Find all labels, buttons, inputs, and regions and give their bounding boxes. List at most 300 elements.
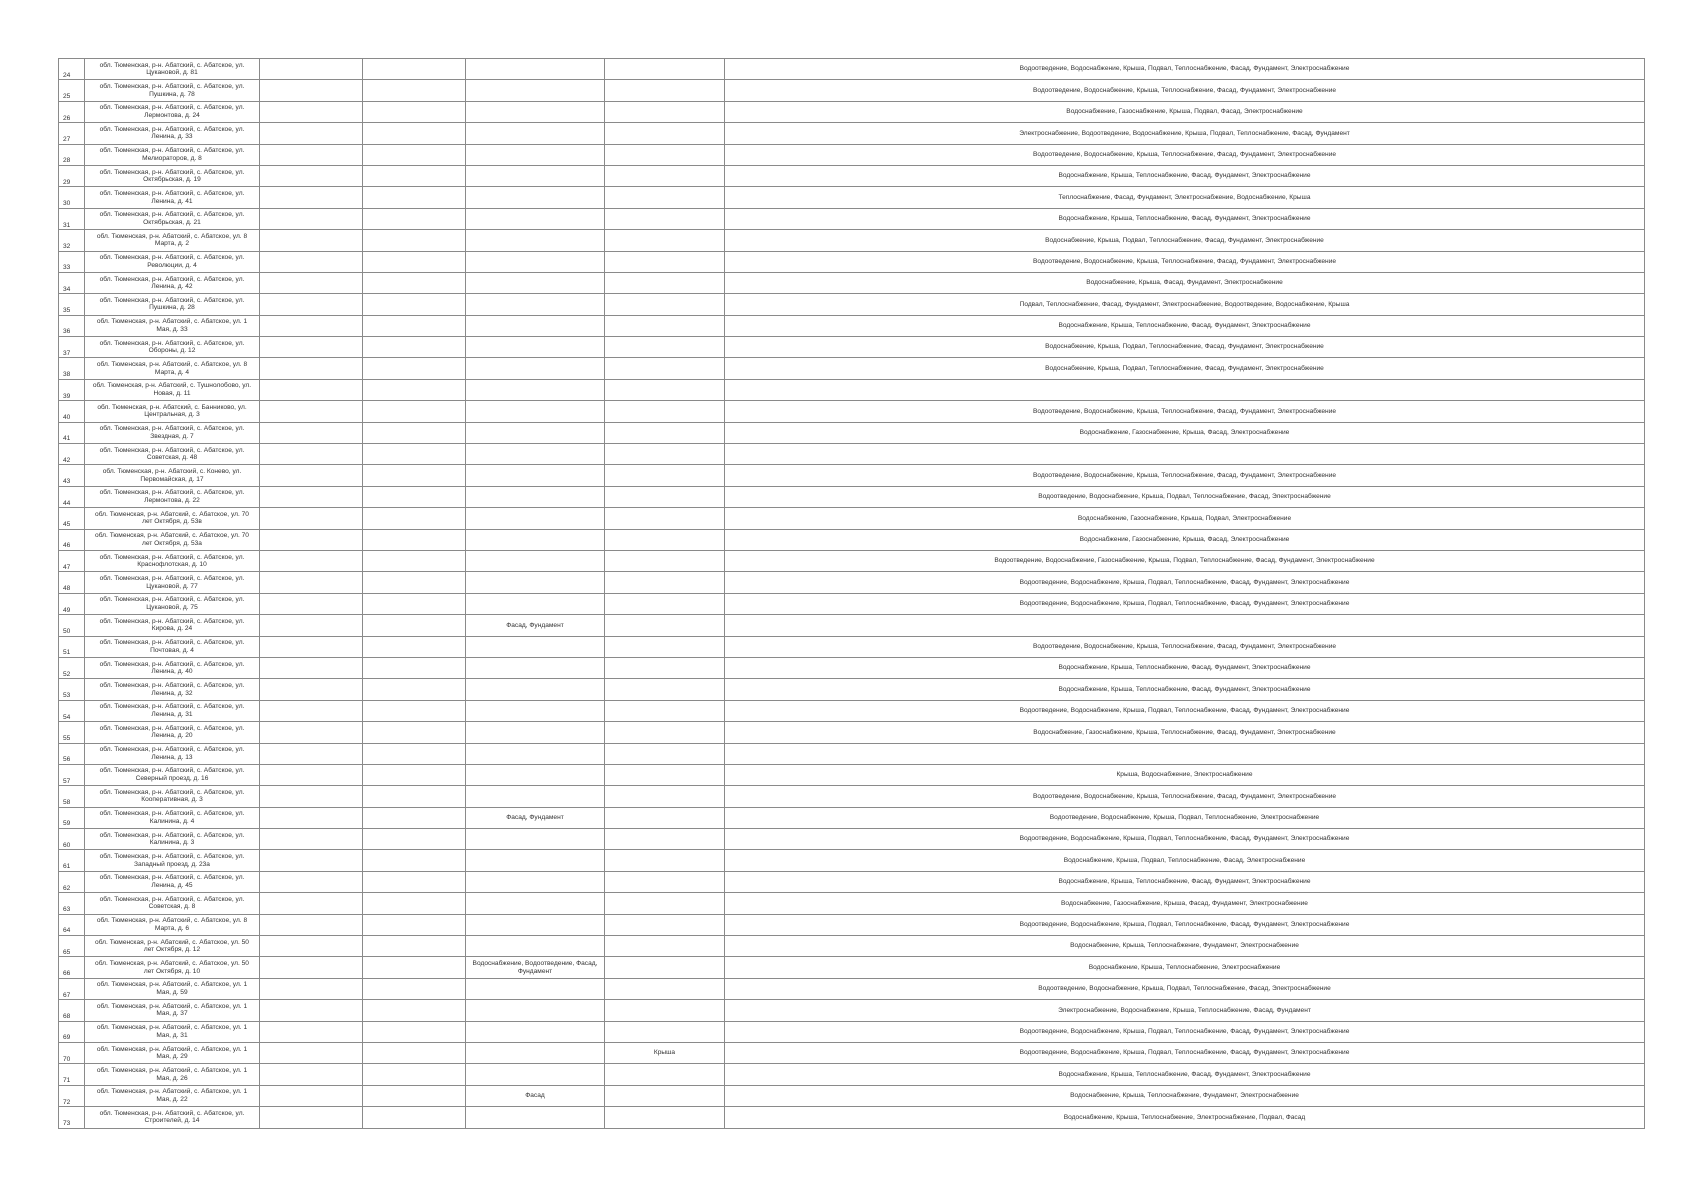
row-number-cell: 36 [59, 315, 85, 336]
column-6-cell [605, 144, 725, 165]
works-list-cell: Водоснабжение, Газоснабжение, Крыша, Фасад, Электроснабжение [725, 529, 1645, 550]
row-number-cell: 57 [59, 764, 85, 785]
column-5-cell [466, 978, 605, 999]
table-row [59, 486, 1645, 507]
table-row [59, 550, 1645, 571]
column-5-cell [466, 871, 605, 892]
column-3-cell [260, 1021, 363, 1042]
column-3-cell [260, 1042, 363, 1063]
table-row [59, 829, 1645, 850]
column-4-cell [363, 550, 466, 571]
row-number-cell: 27 [59, 123, 85, 144]
table-row [59, 764, 1645, 785]
column-6-cell [605, 508, 725, 529]
column-6-cell [605, 871, 725, 892]
column-4-cell [363, 337, 466, 358]
address-cell: обл. Тюменская, р-н. Абатский, с. Абатское, ул. Цукановой, д. 81 [85, 59, 260, 80]
column-5-cell [466, 358, 605, 379]
column-3-cell [260, 1085, 363, 1106]
address-cell: обл. Тюменская, р-н. Абатский, с. Абатское, ул. Западный проезд, д. 23а [85, 850, 260, 871]
table-row [59, 294, 1645, 315]
column-4-cell [363, 936, 466, 957]
column-5-cell [466, 1021, 605, 1042]
row-number-cell: 43 [59, 465, 85, 486]
column-5-cell [466, 123, 605, 144]
column-6-cell [605, 444, 725, 465]
column-3-cell [260, 379, 363, 400]
column-4-cell [363, 465, 466, 486]
column-3-cell [260, 422, 363, 443]
column-6-cell [605, 829, 725, 850]
column-6-cell [605, 465, 725, 486]
column-6-cell [605, 379, 725, 400]
column-3-cell [260, 230, 363, 251]
column-3-cell [260, 1000, 363, 1021]
column-3-cell [260, 550, 363, 571]
row-number-cell: 49 [59, 593, 85, 614]
column-3-cell [260, 294, 363, 315]
table-row [59, 1021, 1645, 1042]
column-3-cell [260, 315, 363, 336]
row-number-cell: 50 [59, 615, 85, 636]
column-4-cell [363, 422, 466, 443]
row-number-cell: 53 [59, 679, 85, 700]
address-cell: обл. Тюменская, р-н. Абатский, с. Абатское, ул. Кирова, д. 24 [85, 615, 260, 636]
column-3-cell [260, 893, 363, 914]
row-number-cell: 46 [59, 529, 85, 550]
column-3-cell [260, 272, 363, 293]
column-6-cell [605, 743, 725, 764]
column-6-cell [605, 850, 725, 871]
table-row [59, 144, 1645, 165]
column-5-cell: Фасад, Фундамент [466, 807, 605, 828]
works-list-cell: Водоснабжение, Крыша, Теплоснабжение, Фасад, Фундамент, Электроснабжение [725, 315, 1645, 336]
row-number-cell: 63 [59, 893, 85, 914]
table-row [59, 401, 1645, 422]
column-3-cell [260, 144, 363, 165]
row-number-cell: 64 [59, 914, 85, 935]
column-4-cell [363, 871, 466, 892]
column-4-cell [363, 978, 466, 999]
column-5-cell [466, 272, 605, 293]
row-number-cell: 30 [59, 187, 85, 208]
works-list-cell: Электроснабжение, Водоотведение, Водоснабжение, Крыша, Подвал, Теплоснабжение, Фасад, Фундамент [725, 123, 1645, 144]
column-4-cell [363, 315, 466, 336]
column-4-cell [363, 123, 466, 144]
works-list-cell: Водоснабжение, Крыша, Подвал, Теплоснабжение, Фасад, Фундамент, Электроснабжение [725, 358, 1645, 379]
column-3-cell [260, 101, 363, 122]
table-row [59, 1085, 1645, 1106]
row-number-cell: 41 [59, 422, 85, 443]
row-number-cell: 54 [59, 700, 85, 721]
column-3-cell [260, 764, 363, 785]
works-list-cell: Водоснабжение, Крыша, Теплоснабжение, Фасад, Фундамент, Электроснабжение [725, 208, 1645, 229]
column-3-cell [260, 358, 363, 379]
table-body [59, 59, 1645, 1129]
row-number-cell: 28 [59, 144, 85, 165]
works-list-cell: Водоотведение, Водоснабжение, Крыша, Подвал, Теплоснабжение, Фасад, Электроснабжение [725, 486, 1645, 507]
column-4-cell [363, 486, 466, 507]
column-4-cell [363, 1107, 466, 1128]
column-6-cell [605, 957, 725, 978]
row-number-cell: 48 [59, 572, 85, 593]
row-number-cell: 65 [59, 936, 85, 957]
works-list-cell: Водоснабжение, Крыша, Теплоснабжение, Фасад, Фундамент, Электроснабжение [725, 679, 1645, 700]
table-row [59, 230, 1645, 251]
column-6-cell [605, 700, 725, 721]
column-4-cell [363, 743, 466, 764]
column-3-cell [260, 465, 363, 486]
works-list-cell: Водоотведение, Водоснабжение, Крыша, Подвал, Теплоснабжение, Фасад, Фундамент, Электроснабжение [725, 593, 1645, 614]
table-row [59, 208, 1645, 229]
column-5-cell [466, 829, 605, 850]
column-5-cell [466, 743, 605, 764]
works-list-cell: Водоснабжение, Газоснабжение, Крыша, Фасад, Электроснабжение [725, 422, 1645, 443]
column-3-cell [260, 59, 363, 80]
column-4-cell [363, 529, 466, 550]
table-row [59, 743, 1645, 764]
address-cell: обл. Тюменская, р-н. Абатский, с. Абатское, ул. Звездная, д. 7 [85, 422, 260, 443]
works-list-cell: Водоснабжение, Газоснабжение, Крыша, Подвал, Электроснабжение [725, 508, 1645, 529]
column-4-cell [363, 572, 466, 593]
column-5-cell [466, 1000, 605, 1021]
column-5-cell [466, 657, 605, 678]
column-5-cell: Водоснабжение, Водоотведение, Фасад, Фундамент [466, 957, 605, 978]
row-number-cell: 26 [59, 101, 85, 122]
column-6-cell [605, 807, 725, 828]
column-5-cell [466, 572, 605, 593]
works-list-cell [725, 444, 1645, 465]
works-list-cell: Водоотведение, Водоснабжение, Крыша, Подвал, Теплоснабжение, Фасад, Фундамент, Электроснабжение [725, 1042, 1645, 1063]
works-list-cell: Водоснабжение, Газоснабжение, Крыша, Теплоснабжение, Фасад, Фундамент, Электроснабжение [725, 722, 1645, 743]
column-6-cell [605, 123, 725, 144]
row-number-cell: 32 [59, 230, 85, 251]
table-row [59, 593, 1645, 614]
table-row [59, 422, 1645, 443]
table-row [59, 850, 1645, 871]
column-5-cell [466, 722, 605, 743]
column-4-cell [363, 379, 466, 400]
column-3-cell [260, 572, 363, 593]
address-cell: обл. Тюменская, р-н. Абатский, с. Абатское, ул. Лермонтова, д. 22 [85, 486, 260, 507]
table-row [59, 529, 1645, 550]
column-5-cell [466, 636, 605, 657]
address-cell: обл. Тюменская, р-н. Абатский, с. Абатское, ул. Калинина, д. 4 [85, 807, 260, 828]
address-cell: обл. Тюменская, р-н. Абатский, с. Абатское, ул. Ленина, д. 13 [85, 743, 260, 764]
address-cell: обл. Тюменская, р-н. Абатский, с. Тушнолобово, ул. Новая, д. 11 [85, 379, 260, 400]
column-6-cell [605, 230, 725, 251]
table-row [59, 187, 1645, 208]
row-number-cell: 29 [59, 165, 85, 186]
column-4-cell [363, 230, 466, 251]
column-4-cell [363, 101, 466, 122]
column-3-cell [260, 722, 363, 743]
address-cell: обл. Тюменская, р-н. Абатский, с. Абатское, ул. 1 Мая, д. 22 [85, 1085, 260, 1106]
row-number-cell: 35 [59, 294, 85, 315]
column-4-cell [363, 251, 466, 272]
works-list-cell: Водоотведение, Водоснабжение, Крыша, Теплоснабжение, Фасад, Фундамент, Электроснабжение [725, 251, 1645, 272]
column-4-cell [363, 850, 466, 871]
column-4-cell [363, 593, 466, 614]
column-4-cell [363, 358, 466, 379]
column-6-cell [605, 893, 725, 914]
column-6-cell [605, 657, 725, 678]
address-cell: обл. Тюменская, р-н. Абатский, с. Абатское, ул. 1 Мая, д. 31 [85, 1021, 260, 1042]
column-3-cell [260, 957, 363, 978]
column-6-cell [605, 272, 725, 293]
column-6-cell [605, 187, 725, 208]
row-number-cell: 24 [59, 59, 85, 80]
column-3-cell [260, 743, 363, 764]
table-row [59, 657, 1645, 678]
works-list-cell: Водоотведение, Водоснабжение, Крыша, Теплоснабжение, Фасад, Фундамент, Электроснабжение [725, 144, 1645, 165]
works-list-cell: Водоснабжение, Газоснабжение, Крыша, Подвал, Фасад, Электроснабжение [725, 101, 1645, 122]
table-row [59, 337, 1645, 358]
column-3-cell [260, 936, 363, 957]
column-3-cell [260, 187, 363, 208]
column-4-cell [363, 80, 466, 101]
works-list-cell: Водоотведение, Водоснабжение, Крыша, Теплоснабжение, Фасад, Фундамент, Электроснабжение [725, 80, 1645, 101]
column-6-cell [605, 636, 725, 657]
column-5-cell [466, 764, 605, 785]
row-number-cell: 66 [59, 957, 85, 978]
column-5-cell [466, 786, 605, 807]
column-4-cell [363, 722, 466, 743]
column-6-cell [605, 1064, 725, 1085]
address-cell: обл. Тюменская, р-н. Абатский, с. Абатское, ул. 8 Марта, д. 4 [85, 358, 260, 379]
table-row [59, 123, 1645, 144]
table-row [59, 807, 1645, 828]
column-5-cell [466, 1042, 605, 1063]
column-6-cell [605, 679, 725, 700]
column-3-cell [260, 657, 363, 678]
row-number-cell: 67 [59, 978, 85, 999]
column-3-cell [260, 679, 363, 700]
column-3-cell [260, 871, 363, 892]
column-5-cell [466, 529, 605, 550]
address-cell: обл. Тюменская, р-н. Абатский, с. Абатское, ул. Северный проезд, д. 16 [85, 764, 260, 785]
address-cell: обл. Тюменская, р-н. Абатский, с. Абатское, ул. 1 Мая, д. 37 [85, 1000, 260, 1021]
column-6-cell [605, 401, 725, 422]
column-3-cell [260, 251, 363, 272]
table-row [59, 572, 1645, 593]
address-cell: обл. Тюменская, р-н. Абатский, с. Абатское, ул. Цукановой, д. 77 [85, 572, 260, 593]
works-list-cell: Водоотведение, Водоснабжение, Крыша, Подвал, Теплоснабжение, Фасад, Фундамент, Электроснабжение [725, 914, 1645, 935]
column-5-cell [466, 850, 605, 871]
table-row [59, 358, 1645, 379]
column-5-cell [466, 80, 605, 101]
column-3-cell [260, 529, 363, 550]
address-cell: обл. Тюменская, р-н. Абатский, с. Абатское, ул. Ленина, д. 41 [85, 187, 260, 208]
row-number-cell: 40 [59, 401, 85, 422]
column-6-cell [605, 1085, 725, 1106]
address-cell: обл. Тюменская, р-н. Абатский, с. Абатское, ул. Пушкина, д. 28 [85, 294, 260, 315]
column-5-cell [466, 144, 605, 165]
column-4-cell [363, 957, 466, 978]
column-6-cell [605, 978, 725, 999]
address-cell: обл. Тюменская, р-н. Абатский, с. Абатское, ул. 50 лет Октября, д. 10 [85, 957, 260, 978]
works-list-cell: Водоснабжение, Крыша, Теплоснабжение, Фасад, Фундамент, Электроснабжение [725, 1064, 1645, 1085]
column-5-cell [466, 893, 605, 914]
column-4-cell [363, 657, 466, 678]
table-row [59, 936, 1645, 957]
works-list-cell: Водоснабжение, Крыша, Фасад, Фундамент, Электроснабжение [725, 272, 1645, 293]
column-5-cell [466, 936, 605, 957]
column-6-cell [605, 1021, 725, 1042]
table-row [59, 1042, 1645, 1063]
address-cell: обл. Тюменская, р-н. Абатский, с. Абатское, ул. Советская, д. 48 [85, 444, 260, 465]
address-cell: обл. Тюменская, р-н. Абатский, с. Абатское, ул. Краснофлотская, д. 10 [85, 550, 260, 571]
column-5-cell [466, 1064, 605, 1085]
table-row [59, 251, 1645, 272]
table-row [59, 444, 1645, 465]
address-cell: обл. Тюменская, р-н. Абатский, с. Абатское, ул. Ленина, д. 31 [85, 700, 260, 721]
column-6-cell [605, 101, 725, 122]
column-5-cell [466, 508, 605, 529]
row-number-cell: 38 [59, 358, 85, 379]
column-5-cell [466, 465, 605, 486]
column-6-cell [605, 786, 725, 807]
column-4-cell [363, 1000, 466, 1021]
column-3-cell [260, 807, 363, 828]
column-6-cell [605, 550, 725, 571]
works-list-cell: Водоснабжение, Крыша, Подвал, Теплоснабжение, Фасад, Фундамент, Электроснабжение [725, 337, 1645, 358]
table-row [59, 722, 1645, 743]
table-row [59, 315, 1645, 336]
column-4-cell [363, 187, 466, 208]
works-list-cell: Водоотведение, Водоснабжение, Крыша, Теплоснабжение, Фасад, Фундамент, Электроснабжение [725, 636, 1645, 657]
column-4-cell [363, 615, 466, 636]
table-row [59, 636, 1645, 657]
address-cell: обл. Тюменская, р-н. Абатский, с. Абатское, ул. Калинина, д. 3 [85, 829, 260, 850]
column-5-cell [466, 379, 605, 400]
column-3-cell [260, 444, 363, 465]
column-4-cell [363, 144, 466, 165]
address-cell: обл. Тюменская, р-н. Абатский, с. Абатское, ул. Ленина, д. 42 [85, 272, 260, 293]
column-3-cell [260, 337, 363, 358]
table-row [59, 957, 1645, 978]
column-4-cell [363, 679, 466, 700]
column-4-cell [363, 444, 466, 465]
works-list-cell: Водоснабжение, Крыша, Теплоснабжение, Фасад, Фундамент, Электроснабжение [725, 165, 1645, 186]
column-5-cell: Фасад [466, 1085, 605, 1106]
column-3-cell [260, 1107, 363, 1128]
column-3-cell [260, 508, 363, 529]
row-number-cell: 73 [59, 1107, 85, 1128]
address-cell: обл. Тюменская, р-н. Абатский, с. Абатское, ул. Обороны, д. 12 [85, 337, 260, 358]
address-cell: обл. Тюменская, р-н. Абатский, с. Абатское, ул. 70 лет Октября, д. 53в [85, 508, 260, 529]
address-cell: обл. Тюменская, р-н. Абатский, с. Абатское, ул. Ленина, д. 45 [85, 871, 260, 892]
row-number-cell: 52 [59, 657, 85, 678]
works-list-cell [725, 615, 1645, 636]
address-cell: обл. Тюменская, р-н. Абатский, с. Абатское, ул. Революции, д. 4 [85, 251, 260, 272]
works-list-cell: Водоотведение, Водоснабжение, Крыша, Подвал, Теплоснабжение, Фасад, Фундамент, Электроснабжение [725, 829, 1645, 850]
row-number-cell: 31 [59, 208, 85, 229]
column-3-cell [260, 829, 363, 850]
column-6-cell [605, 764, 725, 785]
column-6-cell [605, 80, 725, 101]
column-6-cell [605, 486, 725, 507]
table-row [59, 1000, 1645, 1021]
column-4-cell [363, 508, 466, 529]
column-6-cell [605, 251, 725, 272]
works-list-cell: Электроснабжение, Водоснабжение, Крыша, Теплоснабжение, Фасад, Фундамент [725, 1000, 1645, 1021]
column-5-cell [466, 444, 605, 465]
row-number-cell: 51 [59, 636, 85, 657]
row-number-cell: 59 [59, 807, 85, 828]
column-4-cell [363, 636, 466, 657]
works-list-cell: Водоотведение, Водоснабжение, Газоснабжение, Крыша, Подвал, Теплоснабжение, Фасад, Фундамент, Электроснабжение [725, 550, 1645, 571]
row-number-cell: 69 [59, 1021, 85, 1042]
address-cell: обл. Тюменская, р-н. Абатский, с. Абатское, ул. Мелиораторов, д. 8 [85, 144, 260, 165]
table-row [59, 679, 1645, 700]
column-3-cell [260, 208, 363, 229]
column-5-cell [466, 101, 605, 122]
table-row [59, 893, 1645, 914]
address-cell: обл. Тюменская, р-н. Абатский, с. Абатское, ул. Строителей, д. 14 [85, 1107, 260, 1128]
row-number-cell: 44 [59, 486, 85, 507]
column-5-cell [466, 593, 605, 614]
column-6-cell [605, 59, 725, 80]
column-3-cell [260, 123, 363, 144]
column-6-cell [605, 358, 725, 379]
column-6-cell [605, 422, 725, 443]
column-6-cell [605, 615, 725, 636]
row-number-cell: 39 [59, 379, 85, 400]
works-list-cell: Водоотведение, Водоснабжение, Крыша, Теплоснабжение, Фасад, Фундамент, Электроснабжение [725, 786, 1645, 807]
works-list-cell: Водоснабжение, Крыша, Теплоснабжение, Фасад, Фундамент, Электроснабжение [725, 871, 1645, 892]
row-number-cell: 47 [59, 550, 85, 571]
column-4-cell [363, 829, 466, 850]
column-3-cell [260, 593, 363, 614]
column-3-cell [260, 978, 363, 999]
column-5-cell [466, 337, 605, 358]
works-list-cell: Водоснабжение, Крыша, Подвал, Теплоснабжение, Фасад, Электроснабжение [725, 850, 1645, 871]
column-5-cell [466, 550, 605, 571]
repair-program-table [58, 58, 1645, 1129]
column-6-cell [605, 593, 725, 614]
address-cell: обл. Тюменская, р-н. Абатский, с. Абатское, ул. 50 лет Октября, д. 12 [85, 936, 260, 957]
works-list-cell: Водоснабжение, Крыша, Теплоснабжение, Фундамент, Электроснабжение [725, 936, 1645, 957]
table-row [59, 508, 1645, 529]
column-5-cell [466, 679, 605, 700]
table-row [59, 914, 1645, 935]
column-5-cell [466, 251, 605, 272]
column-5-cell [466, 315, 605, 336]
column-4-cell [363, 1064, 466, 1085]
row-number-cell: 56 [59, 743, 85, 764]
column-6-cell [605, 722, 725, 743]
column-4-cell [363, 786, 466, 807]
column-4-cell [363, 401, 466, 422]
column-3-cell [260, 615, 363, 636]
address-cell: обл. Тюменская, р-н. Абатский, с. Абатское, ул. 8 Марта, д. 2 [85, 230, 260, 251]
address-cell: обл. Тюменская, р-н. Абатский, с. Абатское, ул. 1 Мая, д. 29 [85, 1042, 260, 1063]
row-number-cell: 33 [59, 251, 85, 272]
column-5-cell: Фасад, Фундамент [466, 615, 605, 636]
works-list-cell: Водоснабжение, Газоснабжение, Крыша, Фасад, Фундамент, Электроснабжение [725, 893, 1645, 914]
table-row [59, 871, 1645, 892]
row-number-cell: 72 [59, 1085, 85, 1106]
table-row [59, 80, 1645, 101]
column-5-cell [466, 1107, 605, 1128]
column-4-cell [363, 208, 466, 229]
column-5-cell [466, 294, 605, 315]
column-5-cell [466, 59, 605, 80]
works-list-cell: Водоотведение, Водоснабжение, Крыша, Теплоснабжение, Фасад, Фундамент, Электроснабжение [725, 401, 1645, 422]
column-4-cell [363, 1021, 466, 1042]
row-number-cell: 62 [59, 871, 85, 892]
